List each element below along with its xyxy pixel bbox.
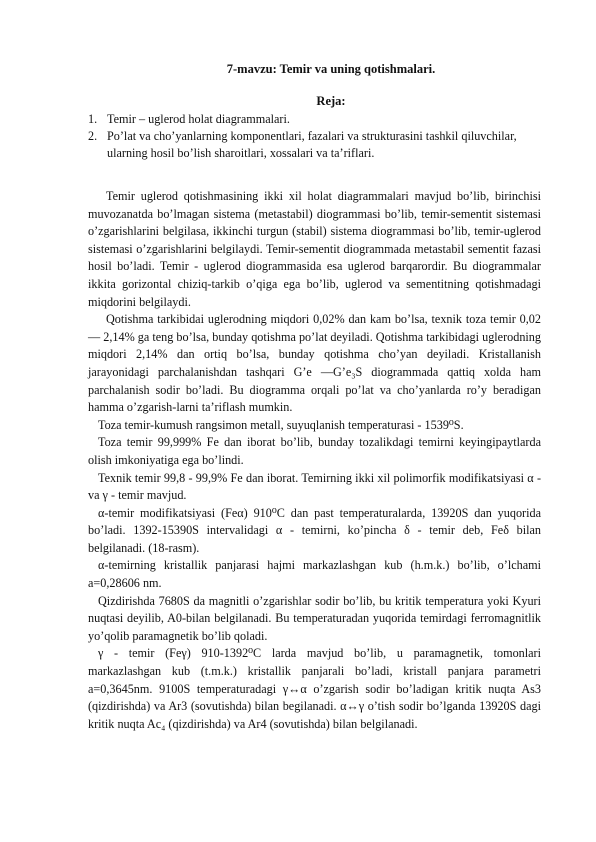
paragraph: α-temir modifikatsiyasi (Feα) 910⁰C dan past temperaturalarda, 13920S dan yuqorida bo’ladi. 1392-15390S intervalidagi α - temirni, ko’pincha δ - temir deb, Feδ bilan belgilanadi. (18-rasm).: [88, 505, 541, 555]
paragraph: α-temirning kristallik panjarasi hajmi markazlashgan kub (h.m.k.) bo’lib, o’lchami a=0,28606 nm.: [88, 558, 541, 591]
plan-heading: Reja:: [316, 94, 346, 108]
plan-list: [88, 111, 528, 162]
paragraph: Temir uglerod qotishmasining ikki xil holat diagrammalari mavjud bo’lib, birinchisi muvozanatda bo’lmagan sistema (metastabil) diogrammasi bo’lib, temir-sementit sistemasi o’zgarishlarini belgilasa, ikkinchi turgun (stabil) sistema diogrammasi bo’lib, temir-uglerod sistemasi o’zgarishlarini belgilaydi. Temir-sementit diogrammada metastabil sementit fazasi hosil bo’ladi. Temir - uglerod diogrammasida esa uglerod barqarordir. Bu diogrammalar ikkita gorizontal chiziq-tarkib o’qiga ega bo’lib, uglerod va sementitning qotishmadagi miqdorini belgilaydi.: [88, 189, 541, 309]
document-body: [88, 188, 541, 733]
paragraph: Qizdirishda 7680S da magnitli o’zgarishlar sodir bo’lib, bu kritik temperatura yoki Kyuri nuqtasi deyilib, A0-bilan belgilanadi. Bu temperaturadan yuqorida temirdagi ferromagnitlik yo’qolib paramagnetik bo’lib qoladi.: [88, 593, 541, 643]
list-item-text: Temir – uglerod holat diagrammalari.: [107, 112, 290, 126]
list-item-text: Po’lat va cho’yanlarning komponentlari, fazalari va strukturasini tashkil qiluvchilar, ularning hosil bo’lish sharoitlari, xossalari va ta’riflari.: [107, 129, 517, 160]
paragraph: γ - temir (Feγ) 910-1392⁰C larda mavjud bo’lib, u paramagnetik, tomonlari markazlashgan kub (t.m.k.) kristallik panjarali bo’ladi, kristall panjara parametri a=0,3645nm. 9100S temperaturadagi γ↔α o’zgarish sodir bo’ladigan kritik nuqta As3 (qizdirishda) va Ar3 (sovutishda) bilan begilanadi. α↔γ o’tish sodir bo’lganda 13920S dagi kritik nuqta Ac₄ (qizdirishda) va Ar4 (sovutishda) bilan belgilanadi.: [88, 646, 541, 731]
page-title: 7-mavzu: Temir va uning qotishmalari.: [226, 62, 436, 76]
list-item-number: 1.: [88, 112, 98, 126]
paragraph: Toza temir-kumush rangsimon metall, suyuqlanish temperaturasi - 1539⁰S.: [98, 417, 464, 432]
paragraph: Texnik temir 99,8 - 99,9% Fe dan iborat. Temirning ikki xil polimorfik modifikatsiyasi α - va γ - temir mavjud.: [88, 470, 541, 503]
list-item: [88, 128, 528, 162]
paragraph: Qotishma tarkibidai uglerodning miqdori 0,02% dan kam bo’lsa, texnik toza temir 0,02— 2,14% ga teng bo’lsa, bunday qotishma po’lat deyiladi. Qotishma tarkibidagi uglerodning miqdori 2,14% dan ortiq bo’lsa, bunday qotishma cho’yan deyiladi. Kristallanish jarayonidagi parchalanishdan tashqari G’e —G’e₃S diogrammada qattiq xolda ham parchalanish sodir bo’ladi. Bu diogramma orqali po’lat va cho’yanlarda ro’y beradigan hamma o’zgarish-larni ta’riflash mumkin.: [88, 312, 541, 415]
paragraph: Toza temir 99,999% Fe dan iborat bo’lib, bunday tozalikdagi temirni keyingipaytlarda olish imkoniyatiga ega bo’lindi.: [88, 435, 541, 467]
list-item: [88, 111, 528, 128]
list-item-number: 2.: [88, 129, 98, 143]
